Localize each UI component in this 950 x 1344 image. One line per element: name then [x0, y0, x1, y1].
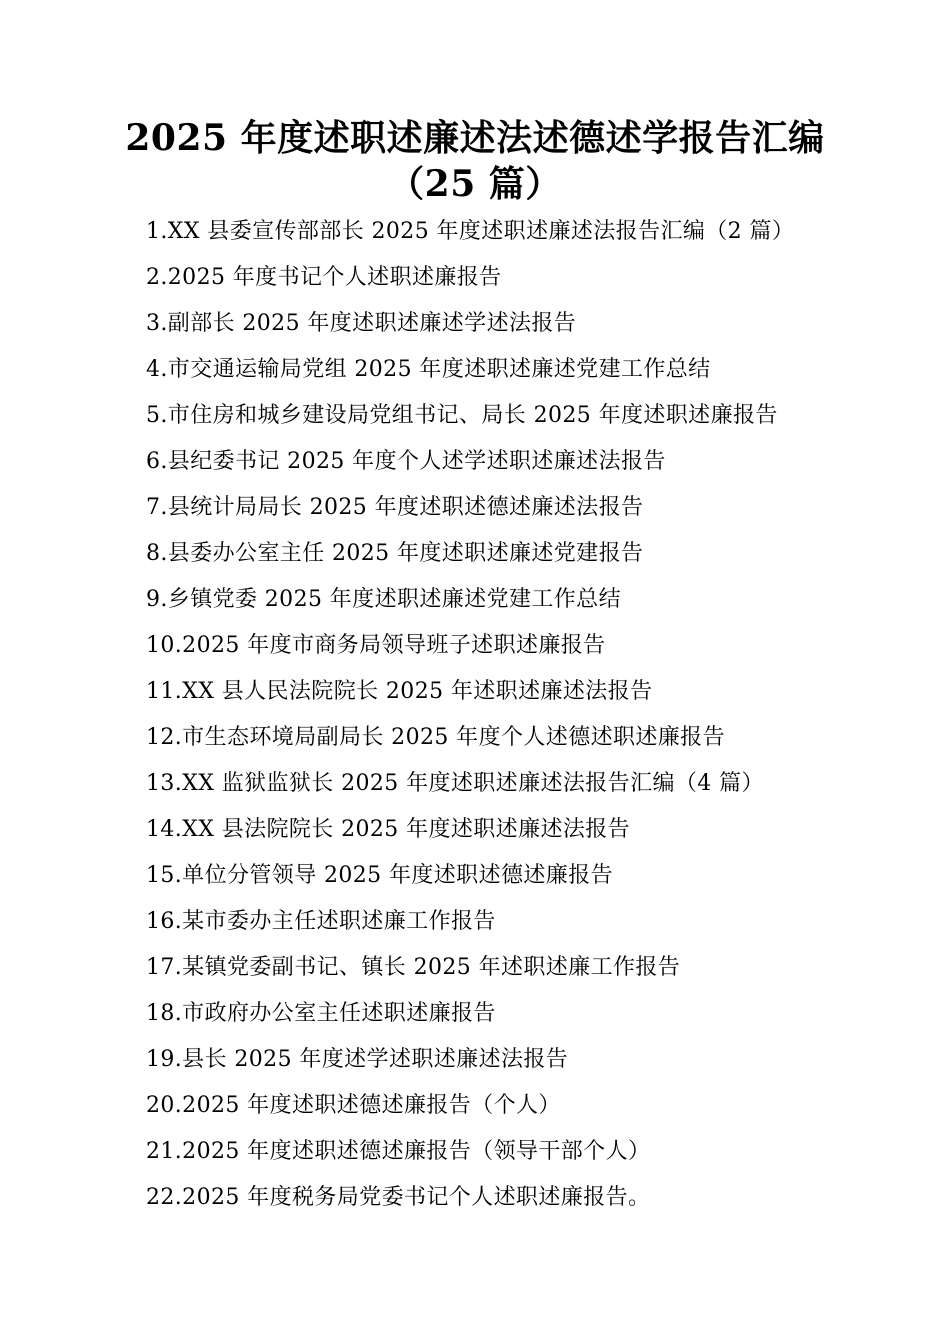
list-item: 22.2025 年度税务局党委书记个人述职述廉报告。 — [146, 1185, 651, 1210]
list-item: 21.2025 年度述职述德述廉报告（领导干部个人） — [146, 1139, 651, 1164]
list-item: 11.XX 县人民法院院长 2025 年述职述廉述法报告 — [146, 679, 653, 704]
list-item: 8.县委办公室主任 2025 年度述职述廉述党建报告 — [146, 541, 644, 566]
list-item: 3.副部长 2025 年度述职述廉述学述法报告 — [146, 311, 577, 336]
list-item: 16.某市委办主任述职述廉工作报告 — [146, 909, 496, 934]
list-item: 6.县纪委书记 2025 年度个人述学述职述廉述法报告 — [146, 449, 666, 474]
list-item: 5.市住房和城乡建设局党组书记、局长 2025 年度述职述廉报告 — [146, 403, 778, 428]
list-item: 12.市生态环境局副局长 2025 年度个人述德述职述廉报告 — [146, 725, 725, 750]
list-item: 13.XX 监狱监狱长 2025 年度述职述廉述法报告汇编（4 篇） — [146, 771, 764, 796]
document-subtitle: （25 篇） — [388, 163, 562, 205]
table-of-contents — [146, 212, 926, 1224]
list-item: 19.县长 2025 年度述学述职述廉述法报告 — [146, 1047, 569, 1072]
list-item: 18.市政府办公室主任述职述廉报告 — [146, 1001, 496, 1026]
document-title: 2025 年度述职述廉述法述德述学报告汇编 — [125, 117, 825, 159]
list-item: 4.市交通运输局党组 2025 年度述职述廉述党建工作总结 — [146, 357, 711, 382]
list-item: 2.2025 年度书记个人述职述廉报告 — [146, 265, 502, 290]
list-item: 20.2025 年度述职述德述廉报告（个人） — [146, 1093, 561, 1118]
list-item: 1.XX 县委宣传部部长 2025 年度述职述廉述法报告汇编（2 篇） — [146, 219, 795, 244]
list-item: 15.单位分管领导 2025 年度述职述德述廉报告 — [146, 863, 613, 888]
list-item: 14.XX 县法院院长 2025 年度述职述廉述法报告 — [146, 817, 631, 842]
list-item: 9.乡镇党委 2025 年度述职述廉述党建工作总结 — [146, 587, 621, 612]
list-item: 7.县统计局局长 2025 年度述职述德述廉述法报告 — [146, 495, 644, 520]
list-item: 17.某镇党委副书记、镇长 2025 年述职述廉工作报告 — [146, 955, 681, 980]
list-item: 10.2025 年度市商务局领导班子述职述廉报告 — [146, 633, 606, 658]
